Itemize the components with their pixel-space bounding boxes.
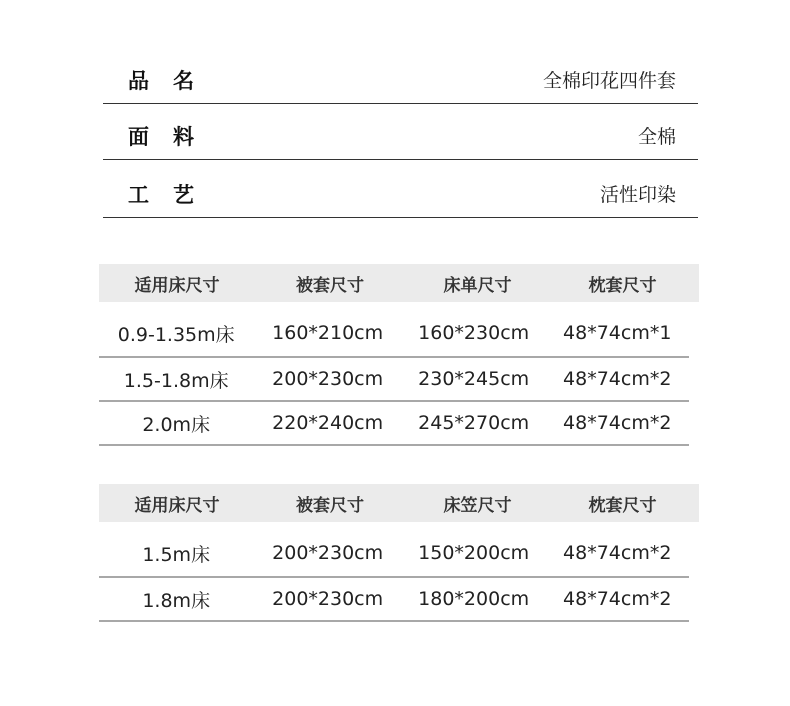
table-cell: 230*245cm (418, 368, 530, 390)
spec-row-fabric (103, 104, 698, 160)
table-cell: 48*74cm*2 (563, 588, 672, 610)
spec-row-name (103, 52, 698, 104)
table-cell: 1.5-1.8m床 (123, 369, 229, 392)
spec-value: 活性印染 (599, 184, 676, 206)
table-cell: 48*74cm*2 (563, 542, 672, 564)
spec-row-process (103, 160, 698, 218)
table-cell: 1.8m床 (142, 589, 211, 612)
table-cell: 2.0m床 (142, 413, 211, 436)
table-cell: 150*200cm (418, 542, 530, 564)
size-table-fitted (99, 484, 699, 622)
header-cell: 枕套尺寸 (588, 275, 657, 296)
table-cell: 48*74cm*2 (563, 368, 672, 390)
table-cell: 180*200cm (418, 588, 530, 610)
table-cell: 160*210cm (272, 322, 384, 344)
spec-label: 品名 (128, 69, 218, 93)
header-cell: 被套尺寸 (296, 275, 364, 296)
table-row (99, 302, 689, 358)
table-cell: 0.9-1.35m床 (117, 323, 235, 346)
product-specs (103, 52, 698, 218)
table-header (99, 264, 699, 302)
table-cell: 48*74cm*2 (563, 412, 672, 434)
table-cell: 1.5m床 (142, 543, 211, 566)
table-row (99, 358, 689, 402)
table-cell: 160*230cm (418, 322, 530, 344)
table-cell: 200*230cm (272, 368, 384, 390)
table-row (99, 578, 689, 622)
header-cell: 被套尺寸 (296, 495, 364, 516)
spec-label: 工艺 (128, 183, 218, 207)
spec-value: 全棉 (637, 126, 676, 148)
header-cell: 适用床尺寸 (134, 275, 220, 296)
header-cell: 床单尺寸 (443, 275, 512, 296)
table-row (99, 522, 689, 578)
table-cell: 245*270cm (418, 412, 530, 434)
table-cell: 200*230cm (272, 542, 384, 564)
table-cell: 48*74cm*1 (563, 322, 672, 344)
spec-label: 面料 (128, 125, 218, 149)
table-cell: 220*240cm (272, 412, 384, 434)
spec-value: 全棉印花四件套 (542, 70, 676, 92)
size-table-sheet (99, 264, 699, 446)
table-row (99, 402, 689, 446)
header-cell: 床笠尺寸 (443, 495, 512, 516)
header-cell: 适用床尺寸 (134, 495, 220, 516)
table-header (99, 484, 699, 522)
table-cell: 200*230cm (272, 588, 384, 610)
header-cell: 枕套尺寸 (588, 495, 657, 516)
